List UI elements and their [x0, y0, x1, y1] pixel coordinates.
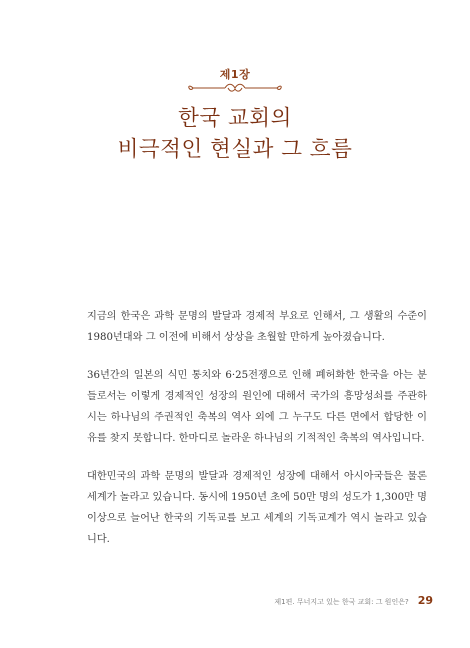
paragraph-1: 지금의 한국은 과학 문명의 발달과 경제적 부요로 인해서, 그 생활의 수준이 1980년대와 그 이전에 비해서 상상을 초월할 만하게 높아졌습니다. — [87, 311, 427, 343]
chapter-title — [0, 103, 470, 165]
body-text — [87, 306, 427, 567]
title-ornament-icon — [185, 80, 285, 96]
chapter-title-line-1: 한국 교회의 — [178, 106, 292, 131]
page-number: 29 — [417, 594, 433, 607]
page-footer — [274, 594, 433, 607]
chapter-label: 제1장 — [219, 68, 251, 81]
chapter-title-line-2: 비극적인 현실과 그 흐름 — [117, 137, 353, 162]
paragraph-3: 대한민국의 과학 문명의 발달과 경제적인 성장에 대해서 아시아국들은 물론 세계가 놀라고 있습니다. 동시에 1950년 초에 50만 명의 성도가 1,300만 명 이상으로 늘어난 한국의 기독교를 보고 세계의 기독교계가 역시 놀라고 있습니다. — [87, 471, 427, 545]
paragraph-2: 36년간의 일본의 식민 통치와 6·25전쟁으로 인해 폐허화한 한국을 아는 분들로서는 이렇게 경제적인 성장의 원인에 대해서 국가의 흥망성쇠를 주관하시는 하나님의 주권적인 축복의 역사 외에 그 누구도 다른 면에서 합당한 이유를 찾지 못합니다. 한마디로 놀라운 하나님의 기적적인 축복의 역사입니다. — [87, 370, 427, 444]
running-head: 제1편. 무너지고 있는 한국 교회: 그 원인은? — [274, 598, 409, 606]
